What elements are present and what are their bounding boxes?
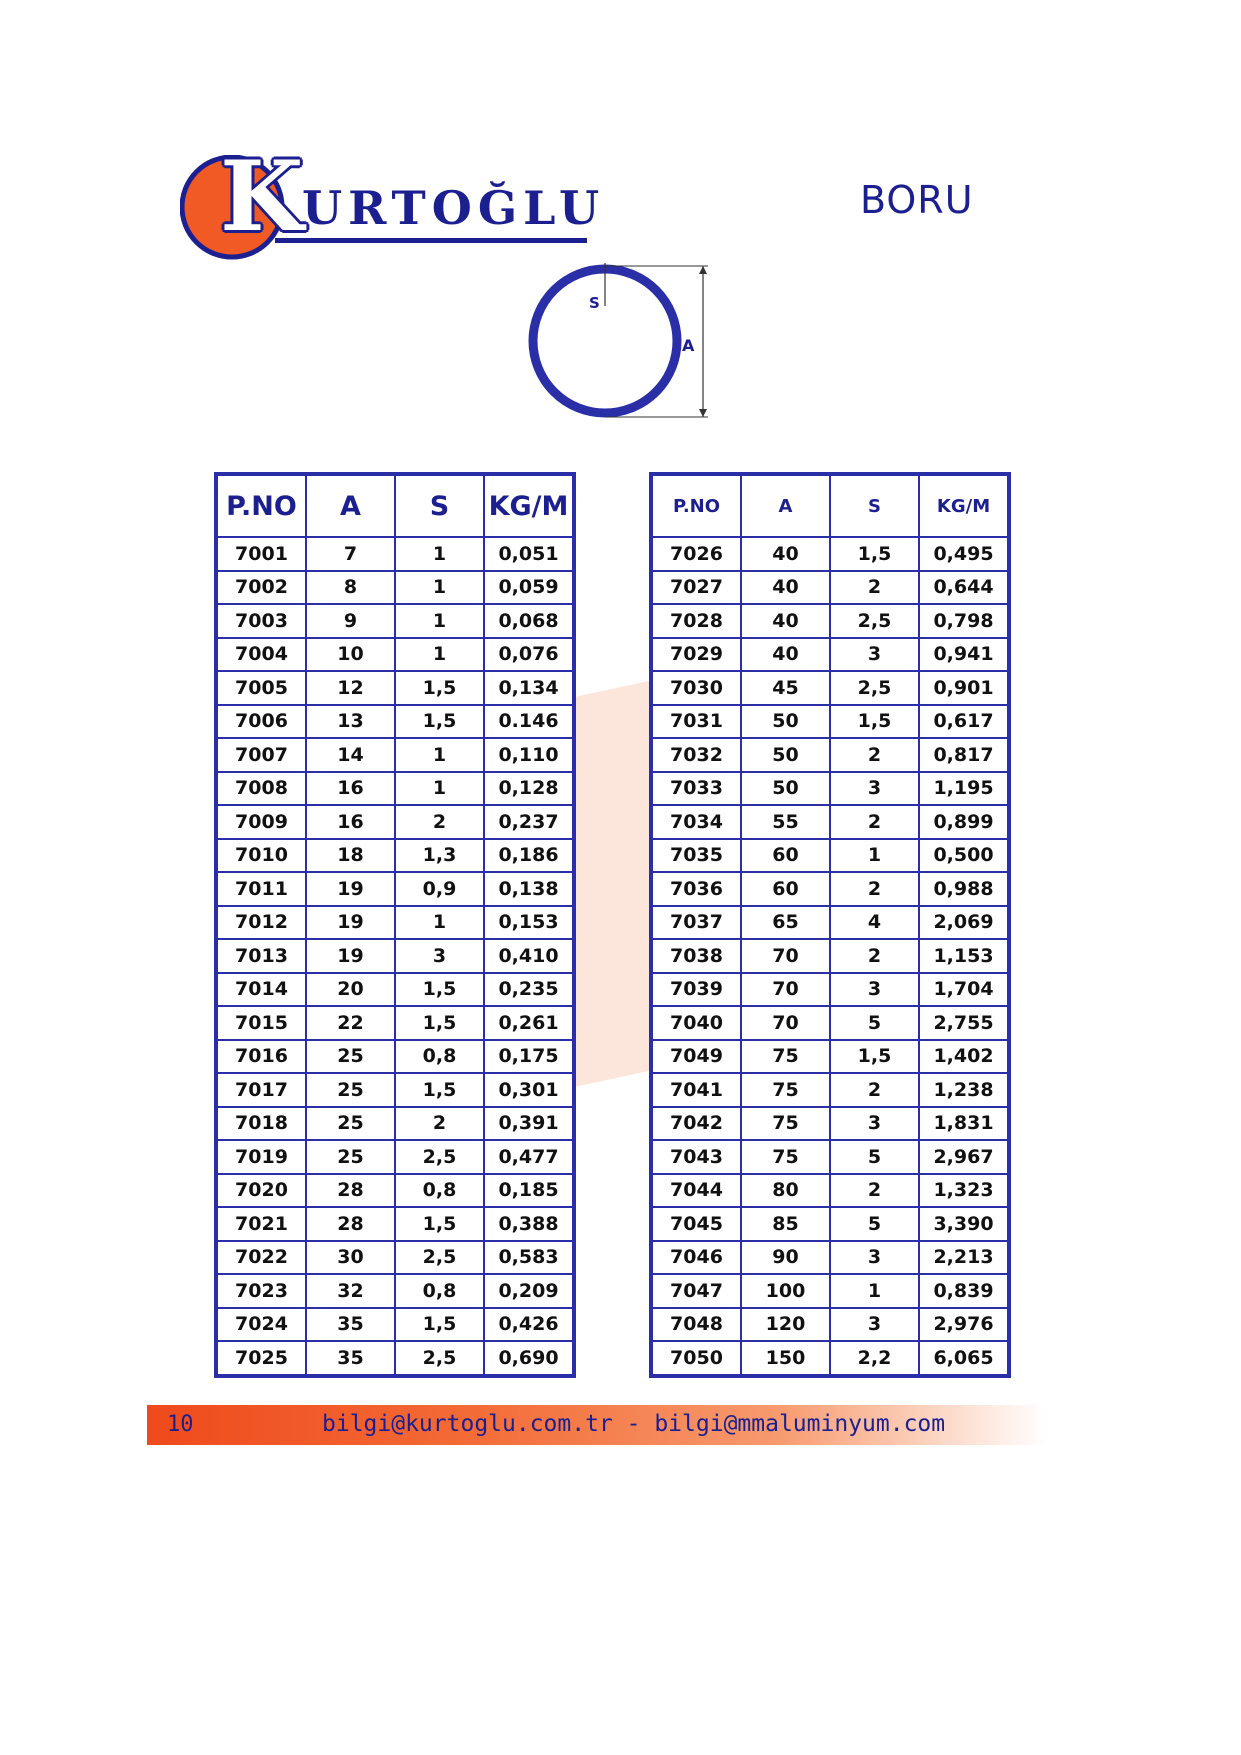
cell-diameter: 55: [741, 805, 830, 839]
cell-weight: 0,209: [484, 1274, 573, 1308]
cell-thickness: 1,5: [830, 537, 919, 571]
cell-part-no: 7011: [217, 872, 306, 906]
cell-weight: 1,704: [919, 973, 1008, 1007]
cell-part-no: 7030: [652, 671, 741, 705]
cell-part-no: 7041: [652, 1073, 741, 1107]
cell-part-no: 7026: [652, 537, 741, 571]
cell-diameter: 65: [741, 906, 830, 940]
footer-bar: [147, 1405, 1047, 1445]
cell-diameter: 40: [741, 604, 830, 638]
table-row: [217, 1174, 573, 1208]
cell-weight: 1,831: [919, 1107, 1008, 1141]
table-row: [217, 906, 573, 940]
cell-diameter: 70: [741, 939, 830, 973]
table-row: [652, 1207, 1008, 1241]
cell-diameter: 13: [306, 705, 395, 739]
cell-thickness: 2: [830, 571, 919, 605]
table-row: [217, 1006, 573, 1040]
table-row: [652, 671, 1008, 705]
cell-part-no: 7035: [652, 839, 741, 873]
cell-part-no: 7042: [652, 1107, 741, 1141]
cell-part-no: 7002: [217, 571, 306, 605]
cell-part-no: 7046: [652, 1241, 741, 1275]
cell-diameter: 19: [306, 872, 395, 906]
cell-weight: 0,128: [484, 772, 573, 806]
cell-part-no: 7020: [217, 1174, 306, 1208]
logo-wordmark: URTOĞLU: [302, 181, 606, 235]
cell-thickness: 2: [395, 1107, 484, 1141]
cell-weight: 2,755: [919, 1006, 1008, 1040]
cell-diameter: 60: [741, 872, 830, 906]
cell-diameter: 16: [306, 805, 395, 839]
cell-part-no: 7003: [217, 604, 306, 638]
cell-weight: 0,798: [919, 604, 1008, 638]
cell-weight: 0,068: [484, 604, 573, 638]
cell-diameter: 9: [306, 604, 395, 638]
cell-diameter: 20: [306, 973, 395, 1007]
cell-diameter: 18: [306, 839, 395, 873]
cell-thickness: 1,5: [395, 705, 484, 739]
table-body: [217, 537, 573, 1375]
cell-thickness: 2,5: [395, 1140, 484, 1174]
cell-part-no: 7010: [217, 839, 306, 873]
cell-diameter: 35: [306, 1341, 395, 1375]
cell-weight: 1,323: [919, 1174, 1008, 1208]
cell-part-no: 7037: [652, 906, 741, 940]
cell-weight: 0,237: [484, 805, 573, 839]
cell-thickness: 0,8: [395, 1040, 484, 1074]
cell-thickness: 3: [830, 1308, 919, 1342]
cell-part-no: 7029: [652, 638, 741, 672]
cell-weight: 1,238: [919, 1073, 1008, 1107]
cell-weight: 2,976: [919, 1308, 1008, 1342]
cell-thickness: 2,5: [830, 604, 919, 638]
cell-thickness: 2,5: [830, 671, 919, 705]
cell-part-no: 7027: [652, 571, 741, 605]
cell-weight: 1,402: [919, 1040, 1008, 1074]
cell-diameter: 32: [306, 1274, 395, 1308]
cell-thickness: 2,5: [395, 1341, 484, 1375]
table-row: [217, 1274, 573, 1308]
cell-thickness: 1,5: [395, 973, 484, 1007]
table-row: [217, 1341, 573, 1375]
cell-part-no: 7021: [217, 1207, 306, 1241]
column-header-part-no: P.NO: [652, 475, 741, 537]
cell-part-no: 7050: [652, 1341, 741, 1375]
cell-weight: 3,390: [919, 1207, 1008, 1241]
table-row: [217, 1073, 573, 1107]
cell-weight: 0,391: [484, 1107, 573, 1141]
cell-weight: 0,235: [484, 973, 573, 1007]
cell-part-no: 7028: [652, 604, 741, 638]
column-header-weight: KG/M: [919, 475, 1008, 537]
cell-part-no: 7019: [217, 1140, 306, 1174]
cell-part-no: 7036: [652, 872, 741, 906]
cell-thickness: 1: [395, 638, 484, 672]
cell-thickness: 3: [830, 1241, 919, 1275]
cell-part-no: 7008: [217, 772, 306, 806]
cell-diameter: 40: [741, 571, 830, 605]
cell-diameter: 75: [741, 1073, 830, 1107]
cell-part-no: 7015: [217, 1006, 306, 1040]
cell-part-no: 7016: [217, 1040, 306, 1074]
cell-part-no: 7006: [217, 705, 306, 739]
cell-diameter: 50: [741, 738, 830, 772]
cell-thickness: 1,5: [395, 1073, 484, 1107]
cell-diameter: 10: [306, 638, 395, 672]
cell-weight: 6,065: [919, 1341, 1008, 1375]
cell-part-no: 7024: [217, 1308, 306, 1342]
cell-diameter: 25: [306, 1073, 395, 1107]
cell-thickness: 2,2: [830, 1341, 919, 1375]
cell-part-no: 7007: [217, 738, 306, 772]
cell-weight: 0,988: [919, 872, 1008, 906]
table-row: [217, 772, 573, 806]
table-row: [652, 872, 1008, 906]
cell-part-no: 7022: [217, 1241, 306, 1275]
table-header-row: [217, 475, 573, 537]
table-row: [652, 1140, 1008, 1174]
table-row: [217, 1140, 573, 1174]
cell-part-no: 7049: [652, 1040, 741, 1074]
cell-part-no: 7014: [217, 973, 306, 1007]
cell-part-no: 7038: [652, 939, 741, 973]
cell-weight: 1,153: [919, 939, 1008, 973]
table-row: [652, 1174, 1008, 1208]
table-row: [217, 571, 573, 605]
cell-thickness: 5: [830, 1140, 919, 1174]
cell-thickness: 2: [395, 805, 484, 839]
cell-weight: 0,134: [484, 671, 573, 705]
table-row: [217, 1107, 573, 1141]
cell-part-no: 7012: [217, 906, 306, 940]
cell-part-no: 7017: [217, 1073, 306, 1107]
table-row: [652, 705, 1008, 739]
contact-emails: bilgi@kurtoglu.com.tr - bilgi@mmaluminyum.com: [322, 1411, 946, 1437]
table-row: [652, 973, 1008, 1007]
cell-thickness: 1: [830, 1274, 919, 1308]
cell-diameter: 22: [306, 1006, 395, 1040]
cell-diameter: 50: [741, 705, 830, 739]
cell-thickness: 0,9: [395, 872, 484, 906]
cell-part-no: 7018: [217, 1107, 306, 1141]
table-row: [652, 906, 1008, 940]
cell-thickness: 0,8: [395, 1274, 484, 1308]
column-header-diameter: A: [306, 475, 395, 537]
pipe-cross-section-diagram: [515, 258, 725, 428]
cell-diameter: 8: [306, 571, 395, 605]
cell-diameter: 28: [306, 1174, 395, 1208]
cell-weight: 0,261: [484, 1006, 573, 1040]
logo-letter-k: K: [220, 140, 304, 253]
table-row: [652, 1274, 1008, 1308]
cell-diameter: 75: [741, 1107, 830, 1141]
cell-part-no: 7033: [652, 772, 741, 806]
cell-thickness: 3: [830, 973, 919, 1007]
cell-part-no: 7004: [217, 638, 306, 672]
table-row: [217, 671, 573, 705]
table-row: [652, 805, 1008, 839]
table-row: [652, 1341, 1008, 1375]
cell-thickness: 1,5: [395, 671, 484, 705]
cell-weight: 0,839: [919, 1274, 1008, 1308]
cell-weight: 2,967: [919, 1140, 1008, 1174]
cell-diameter: 120: [741, 1308, 830, 1342]
cell-thickness: 3: [830, 638, 919, 672]
column-header-thickness: S: [830, 475, 919, 537]
cell-thickness: 5: [830, 1006, 919, 1040]
cell-diameter: 28: [306, 1207, 395, 1241]
cell-weight: 0,690: [484, 1341, 573, 1375]
table-row: [217, 705, 573, 739]
cell-diameter: 60: [741, 839, 830, 873]
cell-thickness: 1: [395, 537, 484, 571]
cell-diameter: 80: [741, 1174, 830, 1208]
cell-thickness: 1,5: [830, 705, 919, 739]
cell-weight: 0,186: [484, 839, 573, 873]
cell-diameter: 70: [741, 1006, 830, 1040]
cell-diameter: 45: [741, 671, 830, 705]
cell-thickness: 4: [830, 906, 919, 940]
cell-weight: 0.146: [484, 705, 573, 739]
cell-diameter: 19: [306, 906, 395, 940]
table-row: [652, 1241, 1008, 1275]
cell-thickness: 1,5: [830, 1040, 919, 1074]
cell-thickness: 3: [830, 1107, 919, 1141]
cell-part-no: 7001: [217, 537, 306, 571]
table-row: [217, 872, 573, 906]
cell-diameter: 35: [306, 1308, 395, 1342]
table-row: [652, 604, 1008, 638]
table-row: [652, 537, 1008, 571]
table-row: [217, 1241, 573, 1275]
cell-thickness: 2: [830, 939, 919, 973]
cell-weight: 0,076: [484, 638, 573, 672]
table-row: [652, 738, 1008, 772]
table-row: [217, 738, 573, 772]
column-header-thickness: S: [395, 475, 484, 537]
cell-part-no: 7005: [217, 671, 306, 705]
table-row: [652, 839, 1008, 873]
cell-weight: 0,583: [484, 1241, 573, 1275]
cell-weight: 0,644: [919, 571, 1008, 605]
cell-part-no: 7034: [652, 805, 741, 839]
table-row: [652, 1073, 1008, 1107]
cell-thickness: 1: [395, 738, 484, 772]
cell-weight: 0,817: [919, 738, 1008, 772]
cell-part-no: 7047: [652, 1274, 741, 1308]
cell-part-no: 7048: [652, 1308, 741, 1342]
table-row: [217, 1308, 573, 1342]
cell-thickness: 2: [830, 872, 919, 906]
cell-weight: 0,617: [919, 705, 1008, 739]
cell-diameter: 75: [741, 1040, 830, 1074]
cell-thickness: 0,8: [395, 1174, 484, 1208]
cell-weight: 0,477: [484, 1140, 573, 1174]
table-row: [652, 772, 1008, 806]
cell-diameter: 19: [306, 939, 395, 973]
cell-part-no: 7013: [217, 939, 306, 973]
cell-part-no: 7032: [652, 738, 741, 772]
cell-weight: 0,941: [919, 638, 1008, 672]
pipe-table-left: [214, 472, 576, 1378]
cell-weight: 0,901: [919, 671, 1008, 705]
cell-thickness: 1,5: [395, 1006, 484, 1040]
cell-thickness: 2,5: [395, 1241, 484, 1275]
cell-diameter: 12: [306, 671, 395, 705]
cell-thickness: 5: [830, 1207, 919, 1241]
cell-diameter: 25: [306, 1040, 395, 1074]
cell-diameter: 90: [741, 1241, 830, 1275]
cell-diameter: 25: [306, 1140, 395, 1174]
cell-weight: 0,495: [919, 537, 1008, 571]
cell-thickness: 2: [830, 1073, 919, 1107]
cell-weight: 0,153: [484, 906, 573, 940]
column-header-diameter: A: [741, 475, 830, 537]
cell-diameter: 40: [741, 638, 830, 672]
cell-part-no: 7023: [217, 1274, 306, 1308]
cell-weight: 0,110: [484, 738, 573, 772]
cell-diameter: 50: [741, 772, 830, 806]
thickness-label: S: [589, 294, 600, 312]
table-row: [217, 638, 573, 672]
cell-weight: 2,213: [919, 1241, 1008, 1275]
table-row: [652, 571, 1008, 605]
page-number: 10: [167, 1412, 194, 1437]
table-row: [217, 1040, 573, 1074]
cell-diameter: 150: [741, 1341, 830, 1375]
cell-diameter: 14: [306, 738, 395, 772]
cell-weight: 0,426: [484, 1308, 573, 1342]
cell-weight: 0,138: [484, 872, 573, 906]
cell-weight: 0,410: [484, 939, 573, 973]
cell-diameter: 40: [741, 537, 830, 571]
table-row: [217, 939, 573, 973]
cell-thickness: 1: [395, 906, 484, 940]
cell-thickness: 1,5: [395, 1308, 484, 1342]
cell-thickness: 1,5: [395, 1207, 484, 1241]
cell-thickness: 2: [830, 805, 919, 839]
table-row: [652, 638, 1008, 672]
cell-part-no: 7009: [217, 805, 306, 839]
cell-thickness: 3: [830, 772, 919, 806]
cell-weight: 0,899: [919, 805, 1008, 839]
cell-diameter: 25: [306, 1107, 395, 1141]
cell-diameter: 7: [306, 537, 395, 571]
cell-thickness: 2: [830, 1174, 919, 1208]
cell-weight: 0,500: [919, 839, 1008, 873]
cell-diameter: 70: [741, 973, 830, 1007]
table-row: [217, 973, 573, 1007]
table-body: [652, 537, 1008, 1375]
diameter-label: A: [682, 336, 695, 355]
cell-part-no: 7044: [652, 1174, 741, 1208]
cell-weight: 0,185: [484, 1174, 573, 1208]
cell-weight: 0,388: [484, 1207, 573, 1241]
table-row: [652, 939, 1008, 973]
cell-diameter: 100: [741, 1274, 830, 1308]
cell-part-no: 7040: [652, 1006, 741, 1040]
table-row: [652, 1107, 1008, 1141]
table-row: [652, 1040, 1008, 1074]
cell-weight: 0,175: [484, 1040, 573, 1074]
column-header-part-no: P.NO: [217, 475, 306, 537]
cell-diameter: 85: [741, 1207, 830, 1241]
cell-diameter: 16: [306, 772, 395, 806]
cell-thickness: 1: [395, 571, 484, 605]
table-row: [217, 537, 573, 571]
table-row: [652, 1006, 1008, 1040]
cell-part-no: 7031: [652, 705, 741, 739]
table-row: [217, 604, 573, 638]
cell-diameter: 75: [741, 1140, 830, 1174]
table-header-row: [652, 475, 1008, 537]
cell-part-no: 7043: [652, 1140, 741, 1174]
company-logo: [180, 140, 610, 260]
cell-weight: 2,069: [919, 906, 1008, 940]
cell-thickness: 1: [395, 772, 484, 806]
cell-weight: 0,301: [484, 1073, 573, 1107]
table-row: [217, 839, 573, 873]
column-header-weight: KG/M: [484, 475, 573, 537]
cell-thickness: 2: [830, 738, 919, 772]
cell-diameter: 30: [306, 1241, 395, 1275]
cell-part-no: 7025: [217, 1341, 306, 1375]
cell-thickness: 1: [395, 604, 484, 638]
table-row: [217, 805, 573, 839]
cell-weight: 0,051: [484, 537, 573, 571]
table-row: [217, 1207, 573, 1241]
cell-weight: 0,059: [484, 571, 573, 605]
cell-thickness: 1,3: [395, 839, 484, 873]
pipe-table-right: [649, 472, 1011, 1378]
cell-part-no: 7045: [652, 1207, 741, 1241]
page-title: BORU: [860, 178, 974, 222]
cell-thickness: 1: [830, 839, 919, 873]
cell-part-no: 7039: [652, 973, 741, 1007]
cell-thickness: 3: [395, 939, 484, 973]
cell-weight: 1,195: [919, 772, 1008, 806]
table-row: [652, 1308, 1008, 1342]
